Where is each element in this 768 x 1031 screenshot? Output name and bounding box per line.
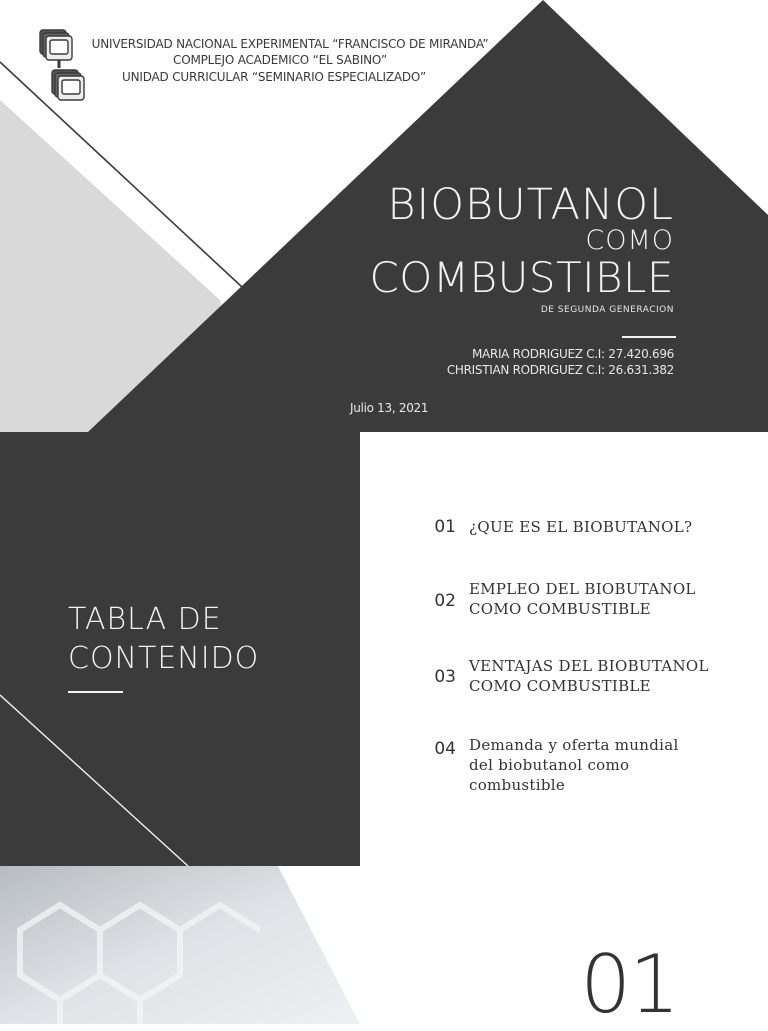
title-combustible: COMBUSTIBLE <box>369 253 674 302</box>
toc-item-1-line1: ¿QUE ES EL BIOBUTANOL? <box>469 518 693 536</box>
academic-complex: COMPLEJO ACADEMICO “EL SABINO” <box>173 53 387 67</box>
university-name: UNIVERSIDAD NACIONAL EXPERIMENTAL “FRANCISCO DE MIRANDA” <box>91 37 489 51</box>
toc-item-2-line2: COMO COMBUSTIBLE <box>469 600 651 618</box>
toc-item-3-line2: COMO COMBUSTIBLE <box>469 677 651 695</box>
title-biobutanol: BIOBUTANOL <box>387 180 674 230</box>
toc-item-4-line1: Demanda y oferta mundial <box>469 736 679 754</box>
toc-item-2-line1: EMPLEO DEL BIOBUTANOL <box>469 580 696 598</box>
title-divider <box>622 336 676 338</box>
toc-item-1-number: 01 <box>434 517 456 537</box>
toc-item-3-link[interactable] <box>469 656 749 696</box>
toc-heading-line1: TABLA DE <box>68 602 222 637</box>
toc-item-3-number: 03 <box>434 667 456 687</box>
author-1: MARIA RODRIGUEZ C.I: 27.420.696 <box>471 347 674 361</box>
toc-item-4-line3: combustible <box>469 776 566 794</box>
toc-item-4-link[interactable] <box>469 735 749 795</box>
toc-item-2-number: 02 <box>434 591 456 611</box>
toc-item-3-line1: VENTAJAS DEL BIOBUTANOL <box>469 657 709 675</box>
curricular-unit: UNIDAD CURRICULAR “SEMINARIO ESPECIALIZADO” <box>122 70 426 84</box>
title-como: COMO <box>585 225 674 256</box>
toc-heading-divider <box>68 691 123 693</box>
toc-item-4-line2: del biobutanol como <box>469 756 630 774</box>
presentation-date: Julio 13, 2021 <box>350 401 429 415</box>
section-number: 01 <box>580 938 678 1031</box>
toc-item-1-link[interactable] <box>469 517 749 537</box>
author-2: CHRISTIAN RODRIGUEZ C.I: 26.631.382 <box>446 363 674 377</box>
toc-heading-line2: CONTENIDO <box>68 641 260 676</box>
title-subtitle: DE SEGUNDA GENERACION <box>540 305 674 315</box>
toc-item-4-number: 04 <box>434 739 456 759</box>
toc-item-2-link[interactable] <box>469 579 749 619</box>
